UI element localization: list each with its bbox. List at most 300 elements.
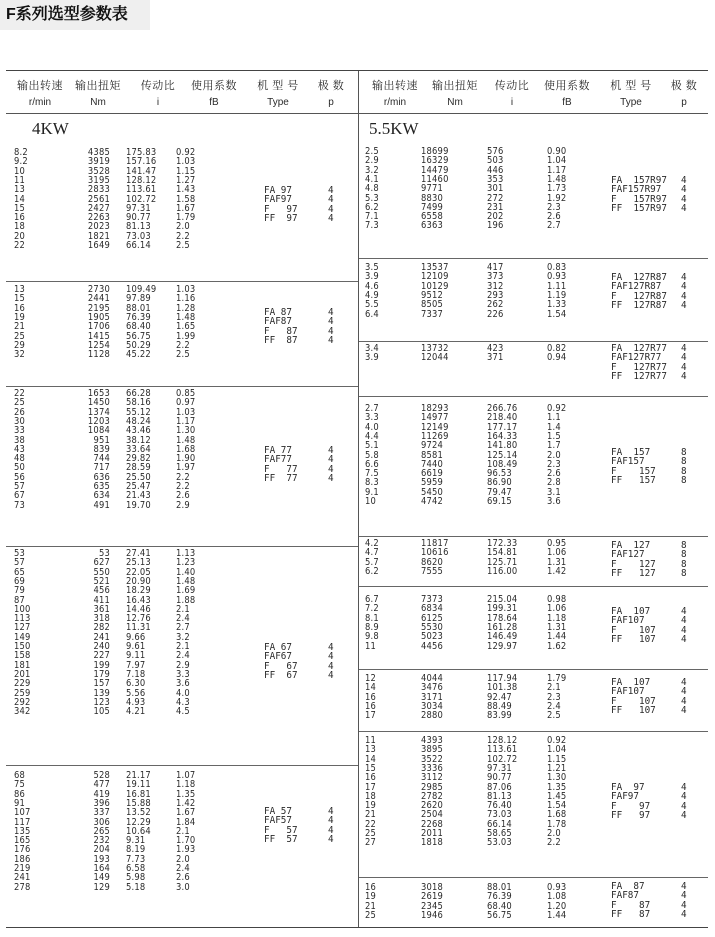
torque-value: 14479 — [421, 164, 449, 176]
torque-value: 635 — [93, 481, 110, 492]
speed-value: 3.9 — [365, 271, 379, 283]
pole-count: 4 — [681, 193, 687, 205]
ratio-value: 90.77 — [487, 772, 512, 784]
torque-value: 5023 — [421, 631, 444, 643]
torque-value: 306 — [93, 816, 110, 828]
ratio-value: 101.38 — [487, 682, 518, 694]
factor-value: 1.68 — [547, 809, 567, 821]
pole-count: 4 — [328, 212, 334, 224]
model-type: FA 157 — [611, 447, 651, 458]
factor-value: 1.58 — [176, 193, 196, 205]
factor-value: 1.03 — [176, 284, 196, 295]
ratio-value: 108.49 — [487, 458, 518, 470]
factor-value: 1.23 — [176, 557, 196, 569]
table-row — [359, 764, 708, 773]
factor-value: 1.18 — [176, 779, 196, 791]
speed-value: 67 — [14, 490, 26, 502]
model-type: FAF77 — [264, 454, 292, 466]
torque-value: 2504 — [421, 809, 444, 821]
pole-count: 4 — [328, 325, 334, 337]
torque-value: 11460 — [421, 173, 449, 185]
torque-value: 5959 — [421, 477, 444, 489]
pole-count: 4 — [328, 669, 334, 681]
pole-count: 4 — [681, 686, 687, 698]
speed-value: 5.5 — [365, 299, 379, 311]
torque-value: 4385 — [87, 147, 110, 158]
factor-value: 1.04 — [547, 155, 567, 167]
speed-value: 14 — [365, 682, 377, 694]
pole-list — [681, 678, 687, 715]
torque-value: 491 — [93, 499, 110, 511]
speed-value: 17 — [365, 710, 377, 722]
pole-count: 8 — [681, 456, 687, 468]
header-unit: i — [156, 97, 160, 108]
speed-value: 8.3 — [365, 477, 379, 489]
speed-value: 241 — [14, 872, 31, 884]
torque-value: 2561 — [87, 193, 110, 205]
speed-value: 30 — [14, 415, 26, 427]
ratio-value: 199.31 — [487, 603, 518, 615]
ratio-value: 4.21 — [126, 706, 146, 718]
table-row — [6, 350, 358, 359]
speed-value: 87 — [14, 594, 26, 606]
ratio-value: 6.58 — [126, 863, 146, 874]
speed-value: 25 — [14, 330, 26, 342]
ratio-value: 97.31 — [487, 762, 512, 774]
torque-value: 2620 — [421, 800, 444, 812]
speed-value: 21 — [365, 809, 377, 821]
pole-count: 4 — [681, 704, 687, 716]
factor-value: 0.93 — [547, 882, 567, 893]
torque-value: 12044 — [421, 352, 449, 364]
factor-value: 2.0 — [176, 221, 190, 233]
pole-count: 8 — [681, 540, 687, 551]
ratio-value: 5.18 — [126, 881, 146, 893]
pole-count: 4 — [681, 782, 687, 793]
speed-value: 69 — [14, 575, 26, 587]
pole-count: 4 — [681, 908, 687, 920]
model-type: FA 87 — [611, 881, 645, 892]
factor-value: 0.90 — [547, 146, 567, 157]
table-row — [359, 310, 708, 319]
factor-value: 1.44 — [547, 909, 567, 921]
torque-value: 3336 — [421, 762, 444, 774]
ratio-value: 48.24 — [126, 415, 151, 427]
factor-value: 1.30 — [176, 425, 196, 437]
model-list — [611, 273, 667, 310]
pole-count: 4 — [328, 806, 334, 817]
speed-value: 13 — [14, 284, 26, 295]
ratio-value: 53.03 — [487, 837, 512, 849]
ratio-value: 161.28 — [487, 621, 518, 633]
torque-value: 6363 — [421, 220, 444, 232]
ratio-value: 9.61 — [126, 641, 146, 652]
model-type: FA 107 — [611, 677, 651, 688]
ratio-value: 226 — [487, 308, 504, 320]
table-row — [359, 829, 708, 838]
factor-value: 1.44 — [547, 631, 567, 643]
ratio-value: 109.49 — [126, 284, 157, 295]
model-list — [264, 186, 298, 223]
speed-value: 19 — [365, 891, 377, 903]
speed-value: 3.5 — [365, 262, 379, 273]
ratio-value: 14.46 — [126, 603, 151, 615]
speed-value: 3.2 — [365, 164, 379, 176]
torque-value: 139 — [93, 687, 110, 699]
factor-value: 1.03 — [176, 156, 196, 168]
factor-value: 1.43 — [176, 184, 196, 196]
model-type: F 107 — [611, 624, 656, 636]
ratio-value: 129.97 — [487, 640, 518, 652]
ratio-value: 29.82 — [126, 453, 151, 465]
header-unit: p — [328, 97, 334, 108]
factor-value: 2.0 — [547, 828, 561, 839]
header-label: 使用系数 — [544, 80, 590, 92]
ratio-value: 157.16 — [126, 156, 157, 168]
torque-value: 11817 — [421, 538, 449, 549]
header-cell-factor — [539, 77, 595, 108]
factor-value: 1.11 — [547, 280, 567, 292]
speed-value: 4.0 — [365, 421, 379, 433]
torque-value: 2263 — [87, 212, 110, 224]
speed-value: 19 — [365, 800, 377, 812]
factor-value: 0.95 — [547, 538, 567, 549]
ratio-value: 9.11 — [126, 650, 146, 662]
pole-count: 4 — [328, 334, 334, 346]
ratio-value: 8.19 — [126, 844, 146, 856]
factor-value: 1.13 — [176, 548, 196, 559]
pole-count: 4 — [681, 175, 687, 186]
factor-value: 1.33 — [547, 299, 567, 311]
factor-value: 2.7 — [547, 220, 561, 232]
ratio-value: 125.71 — [487, 556, 518, 568]
pole-count: 4 — [328, 815, 334, 827]
factor-value: 1.03 — [176, 406, 196, 418]
header-unit: i — [510, 97, 514, 108]
speed-value: 79 — [14, 585, 26, 597]
pole-list — [328, 186, 334, 223]
torque-value: 9724 — [421, 440, 444, 452]
model-type: FA 97 — [611, 782, 645, 793]
ratio-value: 21.43 — [126, 490, 151, 502]
pole-list — [681, 176, 687, 213]
torque-value: 7555 — [421, 565, 444, 577]
header-cell-type — [603, 77, 659, 108]
factor-value: 1.19 — [547, 289, 567, 301]
speed-value: 149 — [14, 631, 31, 643]
speed-value: 25 — [14, 397, 26, 409]
speed-value: 5.3 — [365, 192, 379, 204]
pole-count: 4 — [328, 833, 334, 845]
factor-value: 2.5 — [176, 240, 190, 251]
factor-value: 0.94 — [547, 352, 567, 364]
ratio-value: 177.17 — [487, 421, 518, 433]
pole-count: 4 — [328, 472, 334, 484]
factor-value: 1.08 — [547, 891, 567, 903]
speed-value: 20 — [14, 230, 26, 242]
torque-value: 10616 — [421, 547, 449, 559]
factor-value: 2.5 — [547, 710, 561, 722]
pole-list — [681, 344, 687, 381]
model-type: FA 77 — [264, 445, 292, 456]
torque-value: 3112 — [421, 772, 444, 784]
ratio-value: 76.40 — [487, 800, 512, 812]
ratio-value: 92.47 — [487, 691, 512, 703]
speed-value: 26 — [14, 406, 26, 418]
page-title: F系列选型参数表 — [0, 0, 150, 30]
model-list — [611, 783, 650, 820]
pole-count: 4 — [328, 651, 334, 663]
torque-value: 18293 — [421, 403, 449, 414]
speed-value: 13 — [365, 744, 377, 756]
torque-value: 318 — [93, 613, 110, 625]
factor-value: 2.4 — [176, 650, 190, 662]
ratio-value: 88.49 — [487, 700, 512, 712]
speed-value: 15 — [14, 202, 26, 214]
model-type: FF 57 — [264, 833, 298, 845]
speed-value: 16 — [365, 772, 377, 784]
pole-count: 4 — [681, 352, 687, 364]
header-unit: Type — [620, 97, 642, 108]
table-row — [359, 899, 708, 912]
pole-list — [328, 308, 334, 345]
pole-count: 4 — [681, 606, 687, 617]
ratio-value: 20.90 — [126, 575, 151, 587]
header-cell-torque — [70, 77, 126, 108]
speed-value: 100 — [14, 603, 31, 615]
table-row — [359, 156, 708, 165]
ratio-value: 128.12 — [126, 174, 157, 186]
speed-value: 186 — [14, 853, 31, 865]
factor-value: 2.8 — [547, 477, 561, 489]
torque-value: 411 — [93, 594, 110, 606]
model-type: F 107 — [611, 695, 656, 707]
model-type: FA 127 — [611, 540, 651, 551]
power-rating: 5.5KW — [369, 119, 419, 138]
model-list — [611, 678, 656, 715]
model-list — [264, 446, 298, 483]
model-list — [611, 607, 656, 644]
factor-value: 1.48 — [176, 311, 196, 323]
factor-value: 2.9 — [176, 499, 190, 511]
pole-list — [681, 541, 687, 578]
factor-value: 4.5 — [176, 706, 190, 718]
model-list — [611, 176, 667, 213]
torque-value: 2880 — [421, 710, 444, 722]
speed-value: 201 — [14, 668, 31, 680]
table-row — [359, 745, 708, 754]
header-label: 输出转速 — [372, 80, 418, 92]
power-rating: 4KW — [32, 119, 69, 138]
torque-value: 2619 — [421, 891, 444, 903]
speed-value: 342 — [14, 706, 31, 718]
pole-count: 4 — [328, 185, 334, 196]
pole-count: 4 — [681, 343, 687, 354]
speed-value: 16 — [14, 302, 26, 314]
ratio-value: 10.64 — [126, 825, 151, 837]
factor-value: 1.17 — [547, 164, 567, 176]
ratio-value: 301 — [487, 183, 504, 195]
pole-count: 4 — [681, 202, 687, 214]
torque-value: 164 — [93, 863, 110, 874]
factor-value: 1.48 — [547, 173, 567, 185]
header-label: 输出扭矩 — [432, 80, 478, 92]
factor-value: 1.67 — [176, 202, 196, 214]
header-cell-pole — [664, 77, 704, 108]
ratio-value: 141.47 — [126, 165, 157, 177]
speed-value: 3.4 — [365, 343, 379, 354]
model-type: FF 77 — [264, 472, 298, 484]
speed-value: 22 — [365, 818, 377, 830]
speed-value: 7.3 — [365, 220, 379, 232]
table-row — [359, 595, 708, 604]
model-type: FA 157R97 — [611, 175, 667, 186]
factor-value: 2.7 — [176, 622, 190, 634]
torque-value: 2441 — [87, 293, 110, 305]
model-type: FAF107 — [611, 615, 645, 627]
pole-count: 8 — [681, 549, 687, 561]
torque-value: 7373 — [421, 594, 444, 605]
ratio-value: 272 — [487, 192, 504, 204]
torque-value: 2023 — [87, 221, 110, 233]
factor-value: 1.28 — [176, 302, 196, 314]
factor-value: 1.42 — [547, 565, 567, 577]
speed-value: 10 — [14, 165, 26, 177]
ratio-value: 12.29 — [126, 816, 151, 828]
ratio-value: 22.05 — [126, 566, 151, 578]
factor-value: 2.1 — [176, 825, 190, 837]
torque-value: 634 — [93, 490, 110, 502]
header-label: 使用系数 — [191, 80, 237, 92]
header-label: 传动比 — [494, 80, 530, 92]
header-cell-type — [250, 77, 306, 108]
ratio-value: 9.31 — [126, 835, 146, 847]
torque-value: 528 — [93, 770, 110, 781]
table-row — [6, 883, 358, 892]
ratio-value: 88.01 — [126, 302, 151, 314]
factor-value: 1.40 — [176, 566, 196, 578]
torque-value: 951 — [93, 434, 110, 446]
torque-value: 2268 — [421, 818, 444, 830]
torque-value: 337 — [93, 807, 110, 819]
torque-value: 282 — [93, 622, 110, 634]
factor-value: 2.2 — [176, 339, 190, 351]
torque-value: 2782 — [421, 790, 444, 802]
ratio-value: 83.99 — [487, 710, 512, 722]
torque-value: 2833 — [87, 184, 110, 196]
factor-value: 2.2 — [176, 481, 190, 492]
speed-value: 25 — [365, 828, 377, 839]
pole-count: 4 — [328, 824, 334, 836]
pole-count: 4 — [681, 290, 687, 302]
torque-value: 627 — [93, 557, 110, 569]
model-type: FA 97 — [264, 185, 292, 196]
speed-value: 15 — [14, 293, 26, 305]
ratio-value: 7.73 — [126, 853, 146, 865]
speed-value: 6.2 — [365, 201, 379, 213]
ratio-value: 178.64 — [487, 612, 518, 624]
table-row — [6, 501, 358, 510]
torque-value: 9512 — [421, 289, 444, 301]
ratio-value: 6.30 — [126, 678, 146, 690]
model-type: F 57 — [264, 824, 298, 836]
factor-value: 2.6 — [547, 211, 561, 223]
speed-value: 165 — [14, 835, 31, 847]
factor-value: 0.93 — [547, 271, 567, 283]
model-type: F 157R97 — [611, 193, 667, 205]
speed-value: 50 — [14, 462, 26, 474]
speed-value: 4.7 — [365, 547, 379, 559]
ratio-value: 12.76 — [126, 613, 151, 625]
pole-count: 4 — [328, 194, 334, 206]
factor-value: 1.54 — [547, 308, 567, 320]
model-type: FF 127R77 — [611, 370, 667, 382]
ratio-value: 90.77 — [126, 212, 151, 224]
pole-list — [681, 607, 687, 644]
speed-value: 6.7 — [365, 594, 379, 605]
model-type: F 87 — [611, 899, 651, 911]
factor-value: 1.67 — [176, 807, 196, 819]
factor-value: 1.20 — [547, 900, 567, 912]
model-type: FF 97 — [611, 809, 651, 821]
torque-value: 3528 — [87, 165, 110, 177]
ratio-value: 28.59 — [126, 462, 151, 474]
speed-value: 278 — [14, 881, 31, 893]
torque-value: 521 — [93, 575, 110, 587]
ratio-value: 73.03 — [126, 230, 151, 242]
ratio-value: 81.13 — [126, 221, 151, 233]
torque-value: 8505 — [421, 299, 444, 311]
speed-value: 4.4 — [365, 430, 379, 442]
factor-value: 1.4 — [547, 421, 561, 433]
torque-value: 14977 — [421, 412, 449, 424]
speed-value: 17 — [365, 781, 377, 793]
torque-value: 13732 — [421, 343, 449, 354]
factor-value: 2.9 — [176, 659, 190, 671]
factor-value: 0.98 — [547, 594, 567, 605]
factor-value: 1.06 — [547, 547, 567, 559]
pole-count: 4 — [681, 299, 687, 311]
ratio-value: 215.04 — [487, 594, 518, 605]
model-type: FA 127R87 — [611, 272, 667, 283]
factor-value: 1.70 — [176, 835, 196, 847]
left-panel — [6, 71, 358, 927]
speed-value: 10 — [365, 496, 377, 507]
pole-count: 4 — [681, 615, 687, 627]
speed-value: 57 — [14, 481, 26, 492]
speed-value: 22 — [14, 240, 26, 251]
table-row — [6, 707, 358, 716]
ratio-value: 7.97 — [126, 659, 146, 671]
factor-value: 3.0 — [176, 881, 190, 893]
ratio-value: 423 — [487, 343, 504, 354]
torque-value: 1084 — [87, 425, 110, 437]
ratio-value: 312 — [487, 280, 504, 292]
factor-value: 1.65 — [176, 321, 196, 333]
torque-value: 3476 — [421, 682, 444, 694]
factor-value: 2.0 — [547, 449, 561, 461]
model-type: F 67 — [264, 660, 298, 672]
speed-value: 25 — [365, 909, 377, 921]
speed-value: 29 — [14, 339, 26, 351]
speed-value: 16 — [365, 882, 377, 893]
ratio-value: 4.93 — [126, 696, 146, 708]
model-list — [611, 448, 656, 485]
speed-value: 150 — [14, 641, 31, 652]
table-row — [359, 792, 708, 801]
speed-value: 21 — [365, 900, 377, 912]
factor-value: 1.97 — [176, 462, 196, 474]
